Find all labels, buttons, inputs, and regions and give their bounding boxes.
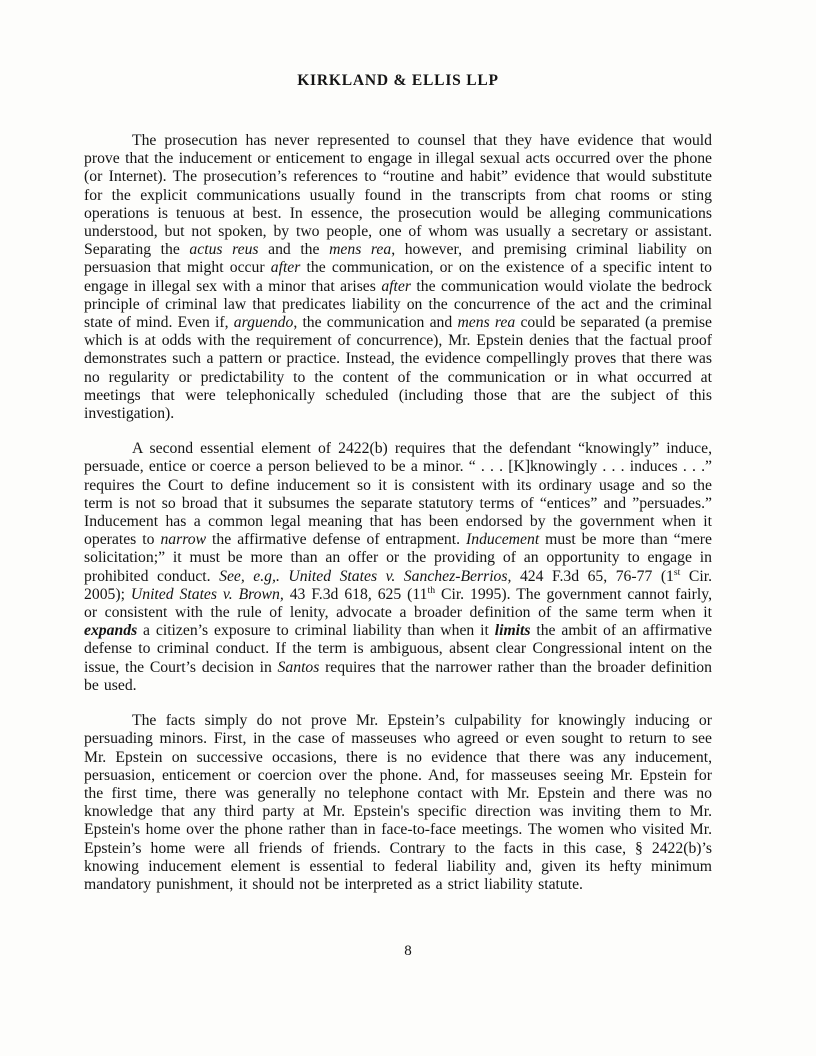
firm-header: KIRKLAND & ELLIS LLP — [297, 72, 499, 89]
paragraph: A second essential element of 2422(b) requires that the defendant “knowingly” induce, persuade, entice or coerce a person believed to be a minor. “ . . . [K]knowingly . . . induces . . .” requires the Court to define inducement so it is consistent with its ordinary usage and so the term is not so broad that it subsumes the separate statutory terms of “entices” and ”persuades.” Inducement has a common legal meaning that has been endorsed by the government when it operates to narrow the affirmative defense of entrapment. Inducement must be more than “mere solicitation;” it must be more than an offer or the providing of an opportunity to engage in prohibited conduct. See, e.g,. United States v. Sanchez-Berrios, 424 F.3d 65, 76-77 (1st Cir. 2005); United States v. Brown, 43 F.3d 618, 625 (11th Cir. 1995). The government cannot fairly, or consistent with the rule of lenity, advocate a broader definition of the same term when it expands a citizen’s exposure to criminal liability than when it limits the ambit of an affirmative defense to criminal conduct. If the term is ambiguous, absent clear Congressional intent on the issue, the Court’s decision in Santos requires that the narrower rather than the broader definition be used. — [84, 440, 713, 694]
paragraph: The facts simply do not prove Mr. Epstein’s culpability for knowingly inducing or persuading minors. First, in the case of masseuses who agreed or even sought to return to see Mr. Epstein on successive occasions, there is no evidence that there was any inducement, persuasion, enticement or coercion over the phone. And, for masseuses seeing Mr. Epstein for the first time, there was generally no telephone contact with Mr. Epstein and there was no knowledge that any third party at Mr. Epstein's specific direction was inviting them to Mr. Epstein's home over the phone rather than in face-to-face meetings. The women who visited Mr. Epstein’s home were all friends of friends. Contrary to the facts in this case, § 2422(b)’s knowing inducement element is essential to federal liability and, given its hefty minimum mandatory punishment, it should not be interpreted as a strict liability statute. — [84, 712, 712, 893]
paragraph: The prosecution has never represented to counsel that they have evidence that would prove that the inducement or enticement to engage in illegal sexual acts occurred over the phone (or Internet). The prosecution’s references to “routine and habit” evidence that would substitute for the explicit communications usually found in the transcripts from chat rooms or sting operations is tenuous at best. In essence, the prosecution would be alleging communications understood, but not spoken, by two people, one of whom was usually a secretary or assistant. Separating the actus reus and the mens rea, however, and premising criminal liability on persuasion that might occur after the communication, or on the existence of a specific intent to engage in illegal sex with a minor that arises after the communication would violate the bedrock principle of criminal law that predicates liability on the concurrence of the act and the criminal state of mind. Even if, arguendo, the communication and mens rea could be separated (a premise which is at odds with the requirement of concurrence), Mr. Epstein denies that the factual proof demonstrates such a pattern or practice. Instead, the evidence compellingly proves that there was no regularity or predictability to the content of the communication or in what occurred at meetings that were telephonically scheduled (including those that are the subject of this investigation). — [84, 132, 713, 423]
page-number: 8 — [404, 943, 412, 959]
document-body — [84, 132, 712, 894]
